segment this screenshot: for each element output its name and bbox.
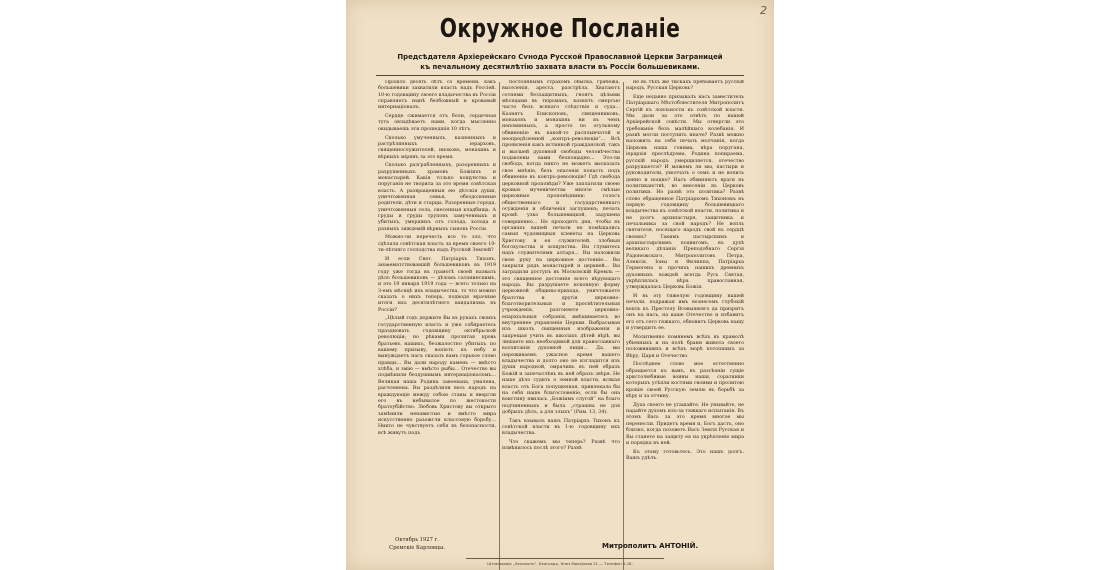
document-sheet	[346, 0, 774, 570]
paragraph: Сколько умученныхъ, казненныхъ и растрѣлянныхъ іерарховъ, священнослужителей, иноковъ, монахинь и вѣрныхъ мірянъ за это время.	[378, 135, 496, 160]
subtitle-line-1: Предсѣдателя Архіерейскаго Сѵнода Русской Православной Церкви Заграницей	[397, 52, 723, 61]
paragraph: Сколько разграбленныхъ, разоренныхъ и разрушенныхъ храмовъ Божіихъ и монастырей. Какія только кощунства и поруганія не творила за это время совѣтская власть. А развращенныя ею дѣтскія души, уничтоженная семья, обездоленные родители, дѣти и старцы. Разоренные города, уничтоженныя села, сиесенныя кладбища. А груды и груды труповъ замученныхъ и убитыхъ, умершихъ отъ голода, холода и разныхъ зиждемій вѣрныхъ сыновъ Россіи.	[378, 163, 496, 232]
closing-date: Октябрь 1927 г.	[395, 537, 439, 543]
printer-line: Штампарија „Хеликонъ“, Београдъ, Кнез Михајлова 21 — Телефон 5-18.	[487, 561, 633, 566]
document-subtitle	[366, 52, 754, 71]
paragraph: Еще недавно призывалъ насъ заместитель Патріаршаго Мѣстоблюстителя Митрополитъ Сергій къ лояльности къ совѣтской власти. Мы дали за это отвѣтъ по нашей Архіерейской совѣсти. Мы отвергли это требованіе безъ малѣйшаго колебанія. И развѣ могли поступить иначе? Развѣ можно наложить на себя печать молчанія, когда Церковь наша гонима, вѣра поругана, іерархія преслѣдуема, Родина попираема, русскій народъ умерщвляется, отечество разрушается? И можемъ ли мы, пастыри и руководители, умолчать о семъ и не вопить денно и нощно? Насъ обвиняютъ враги въ политиканствѣ, во внесеніи въ Церковь политики. Но развѣ это политика? Развѣ слово обращенное Патріархомъ Тихономъ въ первую годовщину большевицкаго владычества къ совѣтской власти, политика и не долгъ архипастыря, защитника и печальника за свой народъ? Не вопль святителя, носящаго народъ свой въ сердцѣ своемъ? Такимъ пастырскимъ и архипастырскимъ подвигомъ, въ духѣ великаго дѣланія Преподобнаго Сергія Радонежскаго, Митрополитовъ Петра, Алексія, Іоны и Филиппа, Патріарха Гермогена и прочихъ нашихъ древнихъ духовныхъ вождей всегда Русь Святая, укрѣплялась вѣра православная, утверждалась Церковь Божія.	[626, 95, 744, 291]
closing-place: Сремскіе Карловцы.	[389, 545, 445, 551]
document-title: Окружное Посланіе	[439, 14, 681, 44]
column-3	[626, 80, 744, 532]
title-divider	[376, 75, 744, 76]
paragraph: постояннымъ страхомъ обыска, грабежа, выселенія, ареста, разстрѣла. Хватаютъ сотнями беззащитныхъ, гноятъ цѣлыми мѣсяцами въ тюрьмахъ, казнятъ смертью часто безъ всякаго слѣдствія и суда... Казнятъ Епископовъ, священниковъ, монаховъ и монахинь ни въ чемъ неповинныхъ, а просто по огульному обвиненію въ какой-то расплывчатой и неопредѣленной „контръ-революціи“... Всѣ проявленія какъ истинной гражданской, такъ и высшей духовной свободы человѣчества подавлены вами безпощадно... Это-ли свобода, когда никто не можетъ высказать свое мнѣніе, безъ опасенія попасть подъ обвиненіе въ контръ-революціи? Гдѣ свобода церковной проповѣди? Уже заплатили своею кровью мученичества многіе смѣлые церковные проповѣдники; голосъ общественнаго и государственнаго осужденія и обличенія заглушенъ; печать кромѣ узко большевицкой, задушена совершенно... Не проходитъ дня, чтобы въ органахъ вашей печати не помѣщались самыя чудовищныя клеветы на Церковь Христову и ея служителей, злобныя богохульства и кощунства. Вы глумитесь надъ служителями алтаря... Вы наложили свою руку на церковное достояніе... Вы закрыли рядъ монастырей и церквей... Вы заградили доступъ въ Московскій Кремль — это священное достояніе всего вѣрующаго народа. Вы разрушаете исконную форму церковной общины-прихода, уничтожаете братства и другія церковно-благотворительныя и просвѣтительныя учрежденія, разгоняете церковно-епархіальныя собранія, вмѣшиваетесь во внутреннее управленіе Церкви. Выбрасывая изъ школъ священныя изображенія и запрещая учить въ школахъ дѣтей вѣрѣ, вы лишаете ихъ необходимой для православнаго воспитанія духовной пищи... Да, мы переживаемъ ужасное время вашего владычества и долго оно не изгладится изъ души народной, омрачивъ въ ней образъ Божій и запечатлѣвъ въ ней образъ звѣря. Не наше дѣло судить о земной власти, всякая власть отъ Бога попущенная, привлекала бы на себя наше благословеніе, если бы она воистину явилась „Божіимъ слугой“ на благо подчиненныхъ и была „страшна не для добрыхъ дѣлъ, а для злыхъ“ (Рим. 13, 34).	[502, 80, 620, 415]
paragraph: И въ эту тяжелую годовщину нашей печали, подражая имъ вознесемъ глубокій вопль къ Престолу Всевышняго да призритъ онъ на насъ, на ваше Отечество и избавитъ его отъ сего тяжкаго, обновитъ Церковь нашу и утвердитъ ее.	[626, 294, 744, 331]
page-number-mark: 2	[760, 4, 767, 17]
paragraph: Можно-ли перечесть все то зло, что сдѣлала совѣтская власть за время своего 10-ти-лѣтняго господства надъ Русской Землей?	[378, 235, 496, 254]
paragraph: Что скажемъ мы теперь? Развѣ что измѣнилось послѣ этого? Развѣ	[502, 440, 620, 452]
paragraph: Послѣднее слово мое естественно обращается къ вамъ, въ разсѣяніи сущіе христолюбивые воины наши, соратники которыхъ усѣяли костями своими и пролитою кровію своей Русскую землю въ борьбѣ за вѣру и за отчину.	[626, 362, 744, 400]
text-columns	[378, 80, 744, 570]
paragraph: Прошло десять лѣтъ со времени, какъ большевики захватили власть надъ Россіей. 10-ю годовщину своего владычества въ Россіи справляетъ нынѣ безбожный и кровавый интернаціоналъ.	[378, 80, 496, 111]
paragraph: не въ тѣхъ же тискахъ пребываетъ русскій народъ, Русская Церковь?	[626, 80, 744, 92]
signature: Митрополитъ АНТОНІЙ.	[602, 542, 699, 550]
paragraph: Сердце сжимается отъ боли, сердечная туга овладѣваетъ нами, когда мысленно окидываешь эти прошедшія 10 лѣтъ.	[378, 114, 496, 132]
column-divider	[499, 82, 500, 570]
column-2	[502, 80, 620, 532]
paragraph: Такъ взывалъ вашъ Патріархъ Тихонъ къ совѣтской власти въ 1-ю годовщину ихъ владычества.	[502, 418, 620, 437]
subtitle-line-2: къ печальному десятилѣтію захвата власти въ Россіи большевиками.	[420, 61, 700, 71]
paragraph: Молитвенно помянемъ всѣхъ въ крамолѣ убіенныхъ и на полѣ брани живота своего положившихъ и всѣхъ морѣ потопшихъ за Вѣру, Царя и Отечество.	[626, 334, 744, 359]
paragraph: „Цѣлый годъ держите Вы въ рукахъ своихъ государственную власть и уже собираетесь праздновать годовщину октябрьской революціи; но рѣками пролитая кровь братьевъ нашихъ, безжалостно убитыхъ по вашему призыву, вопіетъ къ небу и вынуждаетъ насъ сказать вамъ горькое слово правды... Вы дали народу камень — вмѣсто хлѣба, и змію — вмѣсто рыбы... Отечество вы подмѣнили бездушнымъ интернаціоналомъ... Великая наша Родина завоевана, умалена, расчленена. Вы раздѣлили весь народъ на враждующіе между собою станы и ввергли его въ небывалое по жестокости братоубійство. Любовь Христову вы открыто замѣнили ненавистью и вмѣсто мира искусственно разожгли классовую борьбу... Никто не чувствуетъ себя въ безопасности, всѣ живутъ подъ	[378, 316, 496, 436]
column-divider	[623, 82, 624, 570]
paragraph: Къ этому готовьтесь. Это нашъ долгъ. Вашъ удѣлъ.	[626, 449, 744, 461]
column-1	[378, 80, 496, 532]
paragraph: Духа своего не угашайте. Не унывайте, не падайте духомъ изъ-за тяжкаго испытанія. Въ этомъ Вась за это время многое мы перенесли. Придетъ время и, Богъ дастъ, оно близко, когда позоветъ Васъ Земля Русская и Вы станете на защиту ея на укрѣпленіе мира и порядка въ ней.	[626, 402, 744, 446]
paragraph: И если Свят. Патріархъ Тихонъ, анаѳематствовавшій большевиковъ въ 1919 году уже тогда въ грамотѣ своей назвалъ дѣло большевиковъ — дѣломъ сатанинскимъ, и это 19 января 1919 года — всего только на 3-емъ мѣсяцѣ ихъ владычества, то что можно сказать о нихъ теперь, подводя мрачные итоги ихъ десятилѣтнего вандализма въ Россіи?	[378, 256, 496, 313]
